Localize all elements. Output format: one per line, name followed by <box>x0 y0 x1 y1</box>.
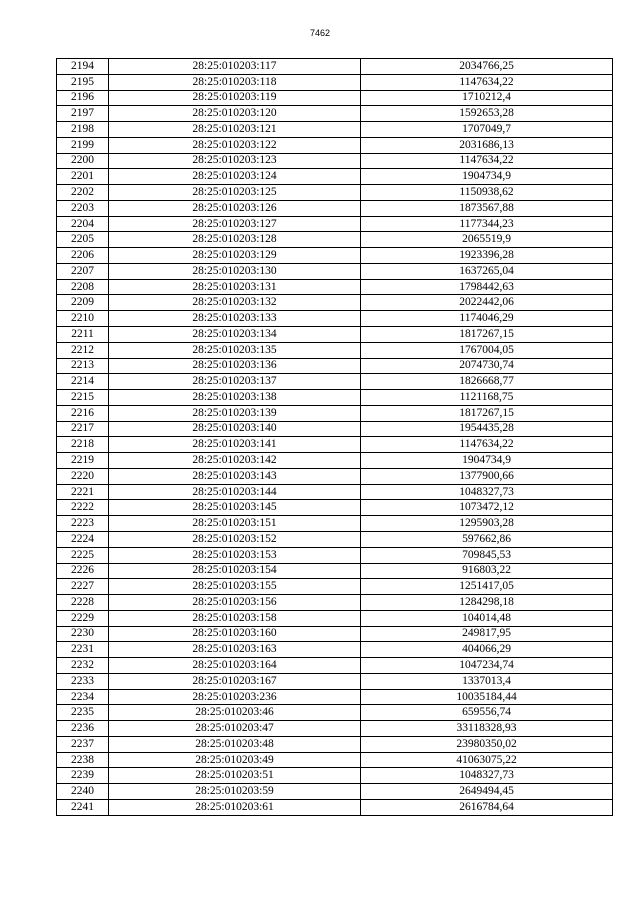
cadastral-number-cell: 28:25:010203:155 <box>109 579 361 595</box>
table-row <box>57 610 613 626</box>
cadastral-number-cell: 28:25:010203:122 <box>109 137 361 153</box>
row-number-cell: 2216 <box>57 405 109 421</box>
cadastral-value-cell: 33118328,93 <box>361 721 613 737</box>
row-number-cell: 2221 <box>57 484 109 500</box>
cadastral-value-cell: 1147634,22 <box>361 74 613 90</box>
table-row <box>57 216 613 232</box>
cadastral-number-cell: 28:25:010203:119 <box>109 90 361 106</box>
cadastral-value-cell: 2649494,45 <box>361 784 613 800</box>
cadastral-number-cell: 28:25:010203:158 <box>109 610 361 626</box>
cadastral-number-cell: 28:25:010203:49 <box>109 752 361 768</box>
cadastral-number-cell: 28:25:010203:61 <box>109 799 361 815</box>
table-row <box>57 784 613 800</box>
row-number-cell: 2213 <box>57 358 109 374</box>
table-body <box>57 59 613 816</box>
cadastral-value-cell: 1284298,18 <box>361 595 613 611</box>
table-row <box>57 799 613 815</box>
row-number-cell: 2237 <box>57 736 109 752</box>
table-row <box>57 516 613 532</box>
row-number-cell: 2238 <box>57 752 109 768</box>
cadastral-number-cell: 28:25:010203:151 <box>109 516 361 532</box>
table-row <box>57 579 613 595</box>
cadastral-value-cell: 1707049,7 <box>361 122 613 138</box>
table-row <box>57 122 613 138</box>
table-row <box>57 673 613 689</box>
cadastral-number-cell: 28:25:010203:141 <box>109 437 361 453</box>
cadastral-value-cell: 1873567,88 <box>361 200 613 216</box>
row-number-cell: 2239 <box>57 768 109 784</box>
cadastral-number-cell: 28:25:010203:144 <box>109 484 361 500</box>
table-row <box>57 736 613 752</box>
cadastral-value-cell: 1817267,15 <box>361 405 613 421</box>
row-number-cell: 2206 <box>57 248 109 264</box>
cadastral-number-cell: 28:25:010203:133 <box>109 311 361 327</box>
cadastral-number-cell: 28:25:010203:129 <box>109 248 361 264</box>
cadastral-number-cell: 28:25:010203:142 <box>109 453 361 469</box>
cadastral-value-cell: 1251417,05 <box>361 579 613 595</box>
row-number-cell: 2227 <box>57 579 109 595</box>
cadastral-number-cell: 28:25:010203:48 <box>109 736 361 752</box>
cadastral-number-cell: 28:25:010203:118 <box>109 74 361 90</box>
row-number-cell: 2241 <box>57 799 109 815</box>
cadastral-number-cell: 28:25:010203:132 <box>109 295 361 311</box>
row-number-cell: 2226 <box>57 563 109 579</box>
cadastral-number-cell: 28:25:010203:134 <box>109 327 361 343</box>
cadastral-value-cell: 2031686,13 <box>361 137 613 153</box>
row-number-cell: 2219 <box>57 453 109 469</box>
cadastral-value-cell: 1150938,62 <box>361 185 613 201</box>
table-row <box>57 358 613 374</box>
cadastral-number-cell: 28:25:010203:154 <box>109 563 361 579</box>
cadastral-value-cell: 104014,48 <box>361 610 613 626</box>
row-number-cell: 2240 <box>57 784 109 800</box>
cadastral-number-cell: 28:25:010203:137 <box>109 374 361 390</box>
row-number-cell: 2231 <box>57 642 109 658</box>
cadastral-number-cell: 28:25:010203:138 <box>109 390 361 406</box>
table-row <box>57 263 613 279</box>
row-number-cell: 2235 <box>57 705 109 721</box>
row-number-cell: 2222 <box>57 500 109 516</box>
table-row <box>57 342 613 358</box>
row-number-cell: 2209 <box>57 295 109 311</box>
row-number-cell: 2233 <box>57 673 109 689</box>
row-number-cell: 2199 <box>57 137 109 153</box>
cadastral-value-cell: 2616784,64 <box>361 799 613 815</box>
table-row <box>57 74 613 90</box>
row-number-cell: 2208 <box>57 279 109 295</box>
cadastral-number-cell: 28:25:010203:152 <box>109 531 361 547</box>
cadastral-number-cell: 28:25:010203:140 <box>109 421 361 437</box>
table-row <box>57 405 613 421</box>
cadastral-value-cell: 1377900,66 <box>361 468 613 484</box>
row-number-cell: 2200 <box>57 153 109 169</box>
cadastral-value-cell: 709845,53 <box>361 547 613 563</box>
table-row <box>57 390 613 406</box>
cadastral-value-cell: 41063075,22 <box>361 752 613 768</box>
cadastral-value-cell: 1904734,9 <box>361 453 613 469</box>
cadastral-number-cell: 28:25:010203:46 <box>109 705 361 721</box>
cadastral-value-cell: 916803,22 <box>361 563 613 579</box>
row-number-cell: 2220 <box>57 468 109 484</box>
row-number-cell: 2202 <box>57 185 109 201</box>
cadastral-value-cell: 659556,74 <box>361 705 613 721</box>
row-number-cell: 2225 <box>57 547 109 563</box>
cadastral-number-cell: 28:25:010203:136 <box>109 358 361 374</box>
table-row <box>57 500 613 516</box>
cadastral-number-cell: 28:25:010203:127 <box>109 216 361 232</box>
cadastral-value-cell: 1637265,04 <box>361 263 613 279</box>
cadastral-value-cell: 2065519,9 <box>361 232 613 248</box>
table-row <box>57 547 613 563</box>
row-number-cell: 2197 <box>57 106 109 122</box>
row-number-cell: 2196 <box>57 90 109 106</box>
cadastral-value-cell: 1904734,9 <box>361 169 613 185</box>
cadastral-number-cell: 28:25:010203:139 <box>109 405 361 421</box>
table-row <box>57 626 613 642</box>
cadastral-value-cell: 404066,29 <box>361 642 613 658</box>
table-row <box>57 421 613 437</box>
cadastral-value-cell: 1048327,73 <box>361 768 613 784</box>
row-number-cell: 2228 <box>57 595 109 611</box>
row-number-cell: 2218 <box>57 437 109 453</box>
table-row <box>57 642 613 658</box>
cadastral-number-cell: 28:25:010203:121 <box>109 122 361 138</box>
table-row <box>57 437 613 453</box>
row-number-cell: 2211 <box>57 327 109 343</box>
table-row <box>57 531 613 547</box>
row-number-cell: 2230 <box>57 626 109 642</box>
table-row <box>57 106 613 122</box>
cadastral-number-cell: 28:25:010203:117 <box>109 59 361 75</box>
cadastral-value-cell: 2074730,74 <box>361 358 613 374</box>
cadastral-number-cell: 28:25:010203:51 <box>109 768 361 784</box>
row-number-cell: 2205 <box>57 232 109 248</box>
table-row <box>57 311 613 327</box>
row-number-cell: 2224 <box>57 531 109 547</box>
table-row <box>57 453 613 469</box>
table-row <box>57 768 613 784</box>
cadastral-value-cell: 1826668,77 <box>361 374 613 390</box>
table-row <box>57 468 613 484</box>
cadastral-number-cell: 28:25:010203:123 <box>109 153 361 169</box>
cadastral-value-cell: 2034766,25 <box>361 59 613 75</box>
cadastral-value-cell: 10035184,44 <box>361 689 613 705</box>
table-row <box>57 90 613 106</box>
cadastral-value-cell: 1047234,74 <box>361 658 613 674</box>
table-row <box>57 721 613 737</box>
cadastral-value-cell: 2022442,06 <box>361 295 613 311</box>
table-row <box>57 248 613 264</box>
table-row <box>57 295 613 311</box>
row-number-cell: 2217 <box>57 421 109 437</box>
table-row <box>57 232 613 248</box>
cadastral-value-cell: 1798442,63 <box>361 279 613 295</box>
table-row <box>57 279 613 295</box>
row-number-cell: 2212 <box>57 342 109 358</box>
row-number-cell: 2195 <box>57 74 109 90</box>
cadastral-number-cell: 28:25:010203:167 <box>109 673 361 689</box>
cadastral-value-cell: 249817,95 <box>361 626 613 642</box>
table-row <box>57 185 613 201</box>
cadastral-number-cell: 28:25:010203:120 <box>109 106 361 122</box>
cadastral-value-cell: 1147634,22 <box>361 153 613 169</box>
row-number-cell: 2214 <box>57 374 109 390</box>
row-number-cell: 2198 <box>57 122 109 138</box>
cadastral-value-cell: 1048327,73 <box>361 484 613 500</box>
cadastral-value-cell: 1147634,22 <box>361 437 613 453</box>
row-number-cell: 2232 <box>57 658 109 674</box>
table-row <box>57 595 613 611</box>
row-number-cell: 2194 <box>57 59 109 75</box>
row-number-cell: 2203 <box>57 200 109 216</box>
row-number-cell: 2204 <box>57 216 109 232</box>
cadastral-number-cell: 28:25:010203:124 <box>109 169 361 185</box>
row-number-cell: 2215 <box>57 390 109 406</box>
cadastral-number-cell: 28:25:010203:163 <box>109 642 361 658</box>
cadastral-value-cell: 1923396,28 <box>361 248 613 264</box>
cadastral-value-cell: 1337013,4 <box>361 673 613 689</box>
cadastral-number-cell: 28:25:010203:131 <box>109 279 361 295</box>
cadastral-value-cell: 1710212,4 <box>361 90 613 106</box>
cadastral-value-cell: 597662,86 <box>361 531 613 547</box>
cadastral-value-cell: 1177344,23 <box>361 216 613 232</box>
cadastral-number-cell: 28:25:010203:59 <box>109 784 361 800</box>
cadastral-value-table <box>56 58 613 816</box>
cadastral-value-cell: 1817267,15 <box>361 327 613 343</box>
cadastral-value-cell: 1592653,28 <box>361 106 613 122</box>
row-number-cell: 2207 <box>57 263 109 279</box>
row-number-cell: 2201 <box>57 169 109 185</box>
table-row <box>57 153 613 169</box>
row-number-cell: 2210 <box>57 311 109 327</box>
row-number-cell: 2229 <box>57 610 109 626</box>
cadastral-value-cell: 1073472,12 <box>361 500 613 516</box>
cadastral-number-cell: 28:25:010203:126 <box>109 200 361 216</box>
table-row <box>57 200 613 216</box>
table-row <box>57 563 613 579</box>
cadastral-number-cell: 28:25:010203:143 <box>109 468 361 484</box>
row-number-cell: 2236 <box>57 721 109 737</box>
table-row <box>57 137 613 153</box>
table-row <box>57 752 613 768</box>
cadastral-number-cell: 28:25:010203:125 <box>109 185 361 201</box>
cadastral-number-cell: 28:25:010203:135 <box>109 342 361 358</box>
table-row <box>57 327 613 343</box>
cadastral-value-cell: 23980350,02 <box>361 736 613 752</box>
row-number-cell: 2223 <box>57 516 109 532</box>
cadastral-number-cell: 28:25:010203:236 <box>109 689 361 705</box>
cadastral-number-cell: 28:25:010203:128 <box>109 232 361 248</box>
table-row <box>57 689 613 705</box>
cadastral-value-cell: 1954435,28 <box>361 421 613 437</box>
table-row <box>57 169 613 185</box>
cadastral-number-cell: 28:25:010203:47 <box>109 721 361 737</box>
cadastral-number-cell: 28:25:010203:160 <box>109 626 361 642</box>
table-row <box>57 484 613 500</box>
cadastral-number-cell: 28:25:010203:156 <box>109 595 361 611</box>
cadastral-value-cell: 1767004,05 <box>361 342 613 358</box>
table-row <box>57 705 613 721</box>
cadastral-number-cell: 28:25:010203:164 <box>109 658 361 674</box>
cadastral-number-cell: 28:25:010203:145 <box>109 500 361 516</box>
cadastral-number-cell: 28:25:010203:130 <box>109 263 361 279</box>
cadastral-value-cell: 1295903,28 <box>361 516 613 532</box>
cadastral-number-cell: 28:25:010203:153 <box>109 547 361 563</box>
table-row <box>57 658 613 674</box>
table-row <box>57 374 613 390</box>
table-row <box>57 59 613 75</box>
cadastral-value-cell: 1174046,29 <box>361 311 613 327</box>
page-number: 7462 <box>309 28 331 38</box>
row-number-cell: 2234 <box>57 689 109 705</box>
cadastral-value-cell: 1121168,75 <box>361 390 613 406</box>
